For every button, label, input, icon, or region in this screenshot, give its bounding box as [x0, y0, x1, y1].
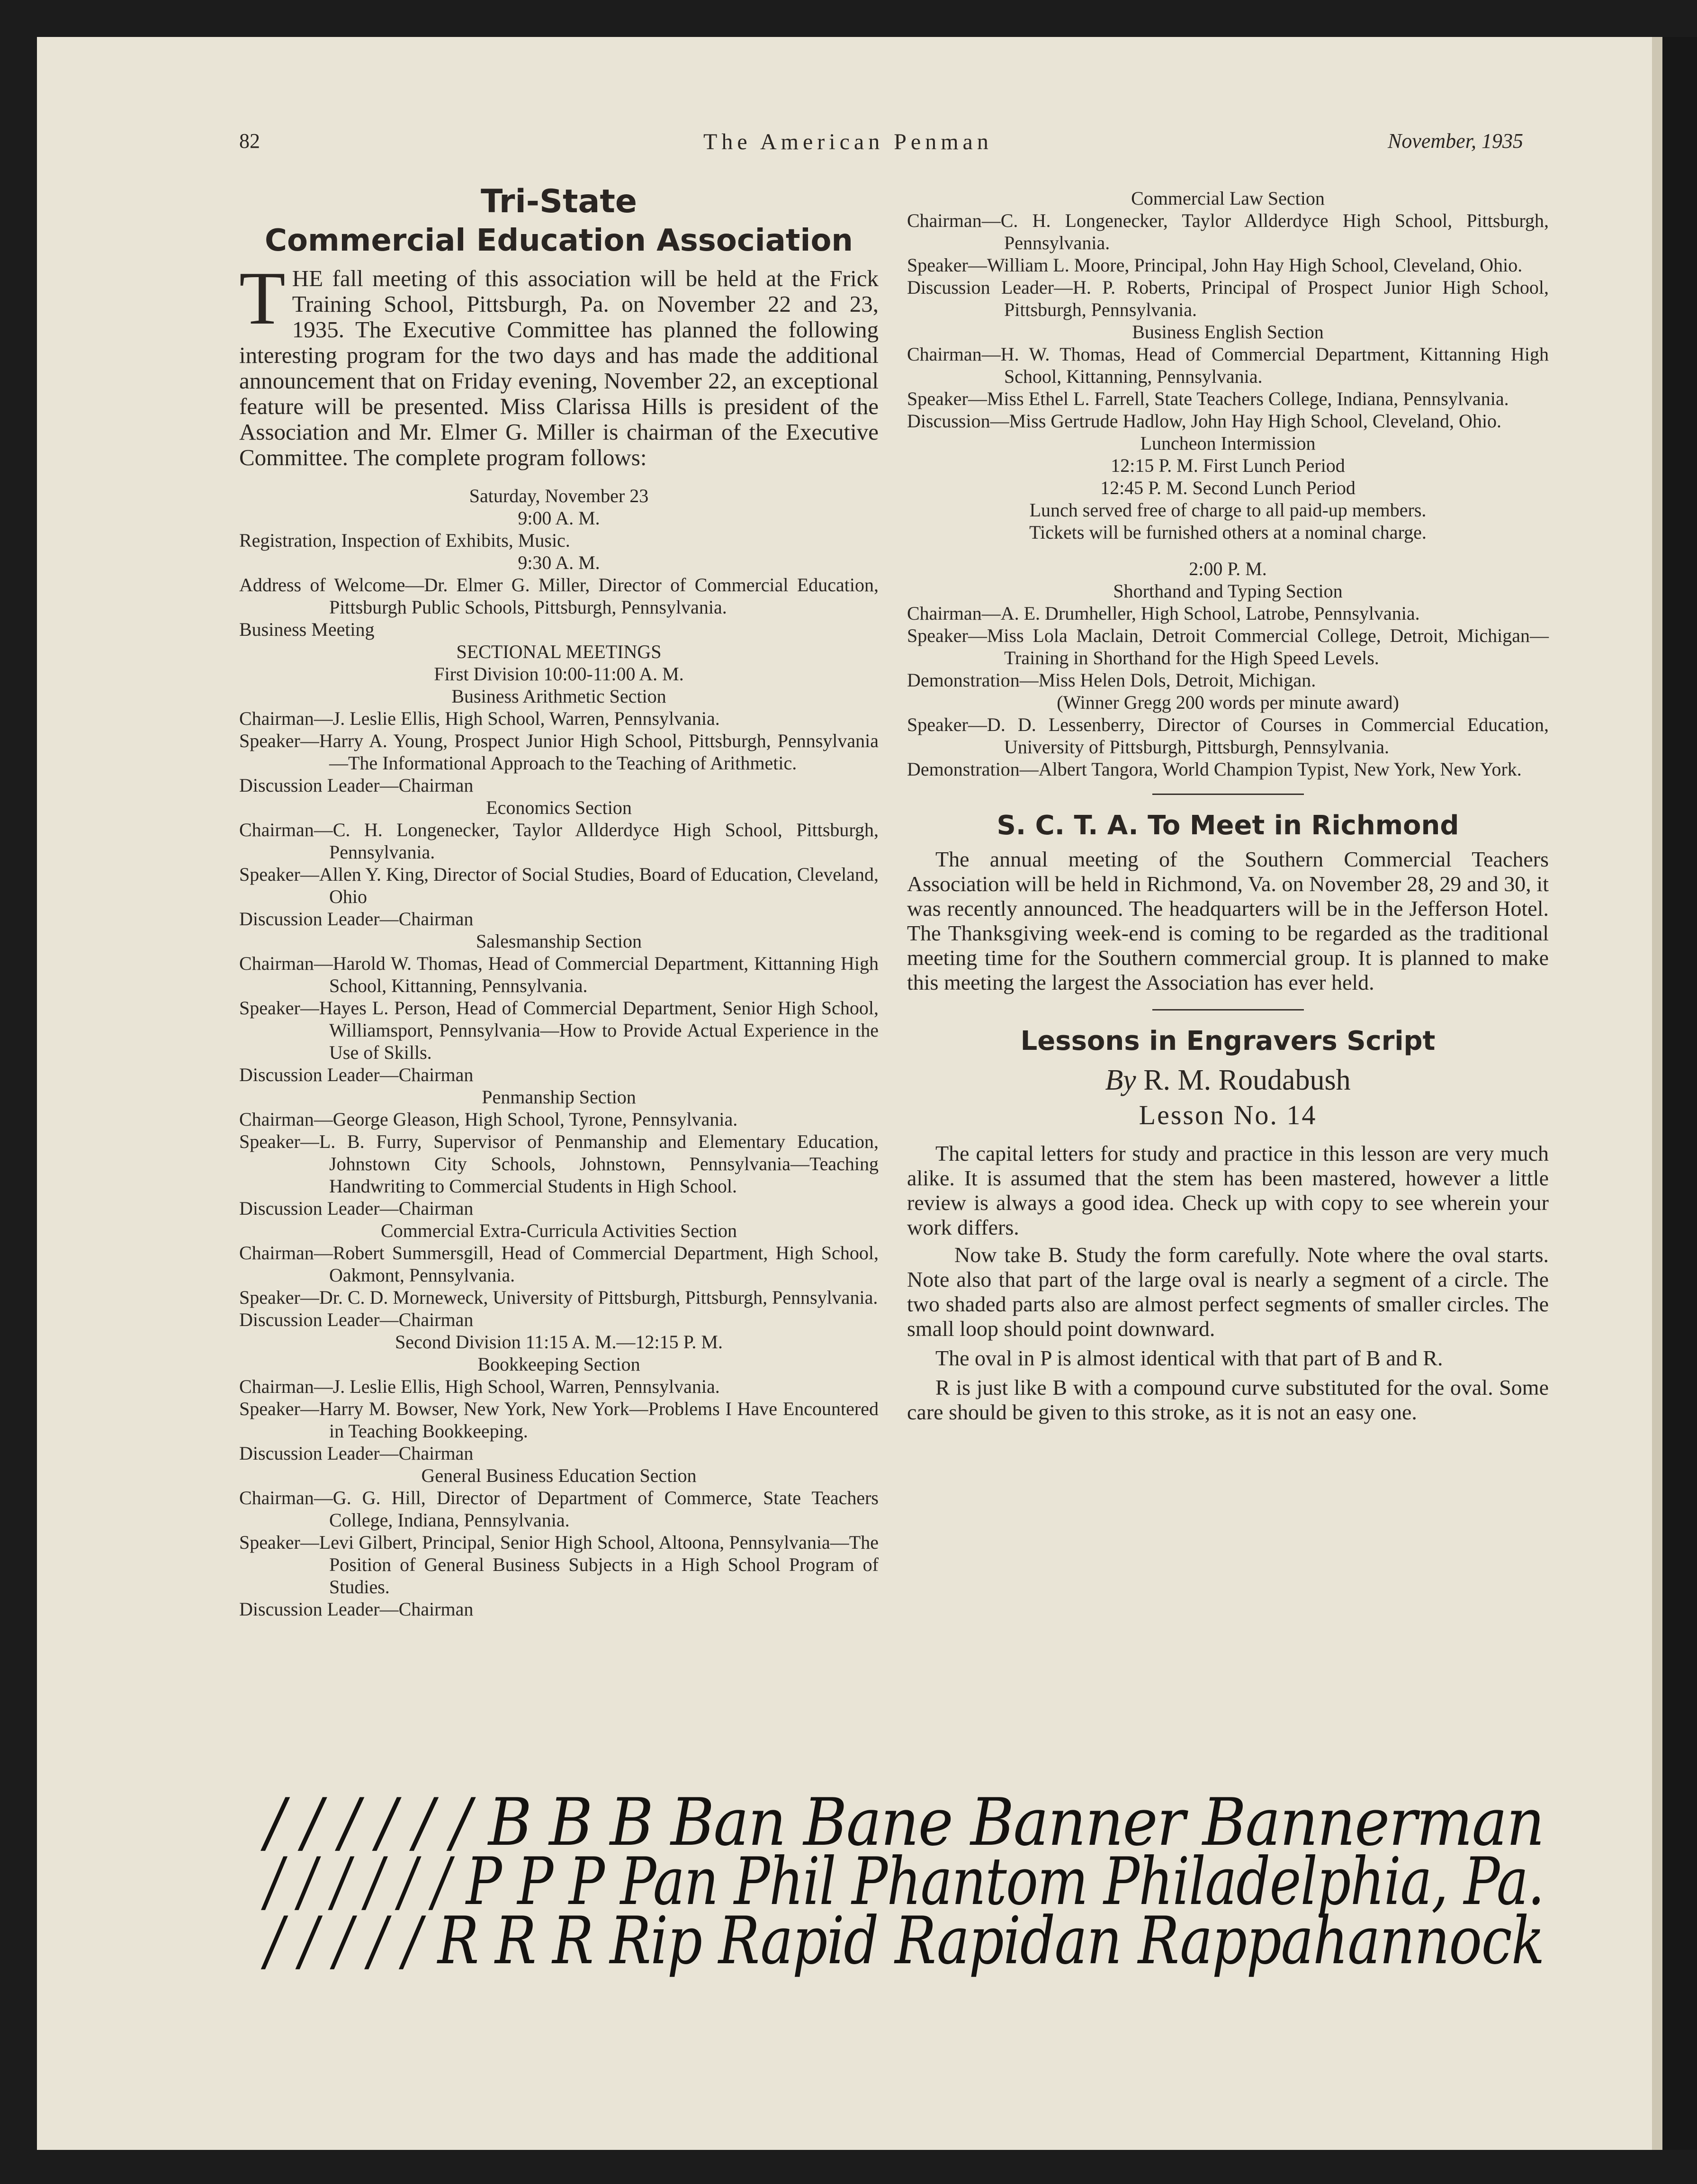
lesson-number: Lesson No. 14 — [1139, 1100, 1317, 1130]
program-entry: Registration, Inspection of Exhibits, Music. — [239, 530, 570, 551]
program-entry: Speaker—Allen Y. King, Director of Social Studies, Board of Education, Cleveland, Ohio — [239, 864, 879, 907]
program-entry: Chairman—C. H. Longenecker, Taylor Allderdyce High School, Pittsburgh, Pennsylvania. — [239, 819, 879, 863]
program-entry: Speaker—Levi Gilbert, Principal, Senior High School, Altoona, Pennsylvania—The Position of General Business Subjects in a High School Program of Studies. — [239, 1532, 879, 1597]
program-entry: Chairman—George Gleason, High School, Tyrone, Pennsylvania. — [239, 1109, 738, 1130]
program-entry: Discussion Leader—H. P. Roberts, Principal of Prospect Junior High School, Pittsburgh, Pennsylvania. — [907, 277, 1549, 320]
right-column — [907, 187, 1549, 1425]
article-title-line1: Tri-State — [481, 183, 637, 220]
program-heading: 12:15 P. M. First Lunch Period — [1111, 455, 1345, 476]
page-spine — [1652, 37, 1662, 2150]
program-heading: Business English Section — [1132, 321, 1324, 343]
program-heading: Bookkeeping Section — [477, 1354, 640, 1375]
program-entry: Discussion Leader—Chairman — [239, 775, 474, 796]
program-heading: Luncheon Intermission — [1140, 433, 1316, 454]
program-entry: Chairman—Robert Summersgill, Head of Commercial Department, High School, Oakmont, Pennsylvania. — [239, 1242, 879, 1286]
program-heading: Business Arithmetic Section — [451, 686, 666, 707]
script-line-b: / / / / / / B B B Ban Bane Banner Bannerman — [265, 1784, 1544, 1860]
program-entry: Speaker—L. B. Furry, Supervisor of Penmanship and Elementary Education, Johnstown City Schools, Johnstown, Pennsylvania—Teaching Handwriting to Commercial Students in High School. — [239, 1131, 879, 1197]
scta-title: S. C. T. A. To Meet in Richmond — [997, 810, 1459, 841]
lessons-title: Lessons in Engravers Script — [1020, 1026, 1436, 1056]
running-title: The American Penman — [703, 129, 993, 154]
program-heading: 9:00 A. M. — [518, 507, 600, 529]
lesson-paragraph: R is just like B with a compound curve substituted for the oval. Some care should be given to this stroke, as it is not an easy one. — [907, 1375, 1549, 1424]
program-entry: Speaker—Miss Lola Maclain, Detroit Commercial College, Detroit, Michigan—Training in Shorthand for the High Speed Levels. — [907, 625, 1549, 668]
program-list-right — [907, 187, 1549, 780]
program-heading: General Business Education Section — [421, 1465, 697, 1486]
program-entry: Speaker—Miss Ethel L. Farrell, State Teachers College, Indiana, Pennsylvania. — [907, 388, 1509, 409]
lesson-paragraph: Now take B. Study the form carefully. Note where the oval starts. Note also that part of the large oval is nearly a segment of a circle. The two shaded parts also are almost perfect segments of smaller circles. The small loop should point downward. — [907, 1243, 1549, 1341]
spacer — [907, 543, 1549, 558]
left-column — [239, 182, 879, 1620]
program-heading: Second Division 11:15 A. M.—12:15 P. M. — [395, 1331, 723, 1353]
scta-paragraph: The annual meeting of the Southern Commercial Teachers Association will be held in Richmond, Va. on November 28, 29 and 30, it was recently announced. The headquarters will be in the Jefferson Hotel. The Thanksgiving week-end is coming to be regarded as the traditional meeting time for the Southern commercial group. It is planned to make this meeting the largest the Association has ever held. — [907, 847, 1549, 994]
program-entry: Chairman—Harold W. Thomas, Head of Commercial Department, Kittanning High School, Kittanning, Pennsylvania. — [239, 953, 879, 996]
drop-cap: T — [239, 256, 286, 340]
program-entry: Chairman—J. Leslie Ellis, High School, Warren, Pennsylvania. — [239, 1376, 720, 1397]
program-entry: Discussion Leader—Chairman — [239, 1309, 474, 1330]
program-entry: Business Meeting — [239, 619, 375, 640]
script-line-r: / / / / / R R R Rip Rapid Rapidan Rappahannock — [265, 1903, 1544, 1979]
program-entry: Demonstration—Miss Helen Dols, Detroit, Michigan. — [907, 669, 1316, 691]
program-heading: Commercial Law Section — [1131, 188, 1325, 209]
program-heading: Commercial Extra-Curricula Activities Section — [380, 1220, 737, 1241]
script-line-p: / / / / / / P P P Pan Phil Phantom Philadelphia, Pa. — [265, 1843, 1544, 1920]
program-entry: Demonstration—Albert Tangora, World Champion Typist, New York, New York. — [907, 758, 1522, 780]
divider — [1152, 794, 1304, 795]
intro-paragraph — [239, 256, 879, 470]
program-entry: Discussion—Miss Gertrude Hadlow, John Hay High School, Cleveland, Ohio. — [907, 410, 1502, 432]
program-entry: Discussion Leader—Chairman — [239, 1064, 474, 1085]
program-heading: Shorthand and Typing Section — [1113, 580, 1343, 602]
program-entry: Address of Welcome—Dr. Elmer G. Miller, Director of Commercial Education, Pittsburgh Public Schools, Pittsburgh, Pennsylvania. — [239, 574, 879, 618]
program-entry: Chairman—H. W. Thomas, Head of Commercial Department, Kittanning High School, Kittanning, Pennsylvania. — [907, 343, 1549, 387]
lesson-paragraph: The capital letters for study and practice in this lesson are very much alike. It is assumed that the stem has been mastered, however a little review is always a good idea. Check up with copy to see wherein your work differs. — [907, 1141, 1549, 1239]
program-heading: First Division 10:00-11:00 A. M. — [434, 663, 684, 685]
program-heading: Penmanship Section — [482, 1086, 636, 1108]
program-entry: Chairman—G. G. Hill, Director of Department of Commerce, State Teachers College, Indiana, Pennsylvania. — [239, 1487, 879, 1531]
program-heading: Saturday, November 23 — [469, 485, 649, 506]
article-title-line2: Commercial Education Association — [265, 223, 853, 258]
program-entry: Speaker—Hayes L. Person, Head of Commercial Department, Senior High School, Williamsport, Pennsylvania—How to Provide Actual Experience in the Use of Skills. — [239, 997, 879, 1063]
program-heading: 12:45 P. M. Second Lunch Period — [1100, 477, 1356, 498]
intro-text: HE fall meeting of this association will be held at the Frick Training School, Pittsburgh, Pa. on November 22 and 23, 1935. The Executive Committee has planned the following interesting program for the two days and has made the additional announcement that on Friday evening, November 22, an exceptional feature will be presented. Miss Clarissa Hills is president of the Association and Mr. Elmer G. Miller is chairman of the Executive Committee. The complete program follows: — [239, 265, 879, 470]
program-entry: Discussion Leader—Chairman — [239, 1198, 474, 1219]
page-number: 82 — [239, 129, 260, 153]
program-entry: Discussion Leader—Chairman — [239, 908, 474, 930]
program-heading: 2:00 P. M. — [1189, 558, 1267, 579]
background-edge — [1662, 37, 1697, 2150]
program-entry: Chairman—A. E. Drumheller, High School, Latrobe, Pennsylvania. — [907, 603, 1420, 624]
program-entry: Chairman—C. H. Longenecker, Taylor Allderdyce High School, Pittsburgh, Pennsylvania. — [907, 210, 1549, 253]
engravers-script-specimen — [265, 1784, 1544, 1979]
program-heading: Lunch served free of charge to all paid-up members. — [1029, 499, 1427, 521]
byline-author: R. M. Roudabush — [1143, 1064, 1351, 1096]
program-heading: Salesmanship Section — [476, 930, 642, 952]
byline-by: By — [1105, 1064, 1136, 1096]
program-heading: Tickets will be furnished others at a nominal charge. — [1029, 522, 1427, 543]
byline — [907, 1063, 1549, 1098]
program-entry: Discussion Leader—Chairman — [239, 1598, 474, 1620]
program-entry: Discussion Leader—Chairman — [239, 1443, 474, 1464]
program-entry: Speaker—Harry A. Young, Prospect Junior High School, Pittsburgh, Pennsylvania—The Informational Approach to the Teaching of Arithmetic. — [239, 730, 879, 774]
program-entry: Speaker—Dr. C. D. Morneweck, University of Pittsburgh, Pittsburgh, Pennsylvania. — [239, 1287, 878, 1308]
program-entry: Chairman—J. Leslie Ellis, High School, Warren, Pennsylvania. — [239, 708, 720, 729]
program-heading: 9:30 A. M. — [518, 552, 600, 573]
issue-date: November, 1935 — [1388, 129, 1523, 153]
program-list-left — [239, 485, 879, 1620]
program-entry: Speaker—Harry M. Bowser, New York, New York—Problems I Have Encountered in Teaching Bookkeeping. — [239, 1398, 879, 1442]
program-entry: Speaker—D. D. Lessenberry, Director of Courses in Commercial Education, University of Pittsburgh, Pittsburgh, Pennsylvania. — [907, 714, 1549, 758]
lesson-paragraph: The oval in P is almost identical with that part of B and R. — [935, 1346, 1443, 1370]
program-heading: Economics Section — [486, 797, 632, 818]
divider — [1152, 1009, 1304, 1011]
program-entry: Speaker—William L. Moore, Principal, John Hay High School, Cleveland, Ohio. — [907, 254, 1523, 276]
program-heading: (Winner Gregg 200 words per minute award) — [1057, 692, 1399, 713]
program-heading: SECTIONAL MEETINGS — [456, 641, 662, 662]
